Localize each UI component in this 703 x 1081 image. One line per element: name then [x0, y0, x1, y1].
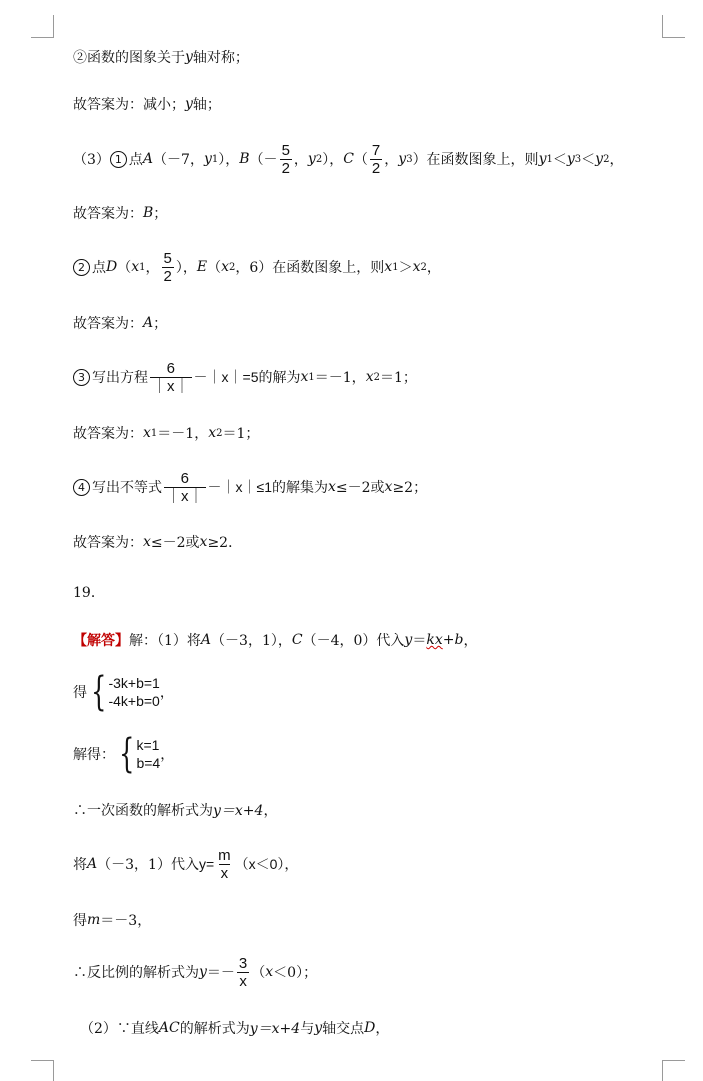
- var-A: A: [143, 315, 154, 331]
- text: ）在函数图象上，则: [412, 152, 539, 168]
- system-row: b=4: [136, 755, 161, 771]
- less-than: ＜: [552, 152, 567, 168]
- var-y: y: [404, 632, 413, 648]
- text: ，: [145, 260, 160, 276]
- text: ＝1；: [379, 370, 417, 386]
- numerator: 3: [238, 954, 248, 972]
- denominator: x: [220, 864, 229, 882]
- text: 故答案为：: [73, 426, 143, 442]
- text: 的解集为: [272, 480, 328, 496]
- formula: y＝x+4: [249, 1021, 301, 1037]
- var-x: x: [143, 534, 151, 550]
- text: 点: [92, 260, 106, 276]
- text: （－3，1）代入: [97, 857, 199, 873]
- text-line-12: [73, 618, 477, 662]
- text: 得: [73, 685, 87, 701]
- text: ，: [160, 747, 175, 763]
- text: 与: [300, 1021, 315, 1037]
- var-A: A: [142, 151, 154, 167]
- fraction: [162, 250, 174, 285]
- text-line-14: [73, 732, 174, 776]
- text: 解得：: [73, 747, 115, 763]
- denominator: x: [239, 972, 247, 990]
- text: ，: [384, 152, 399, 168]
- text: ≥2；: [392, 480, 428, 496]
- brace-icon: {: [91, 669, 107, 715]
- text: ＜0）；: [273, 965, 318, 981]
- text: ，: [375, 1021, 390, 1037]
- text: 写出方程: [92, 370, 148, 386]
- formula: y＝x+4: [213, 803, 264, 819]
- text-line-3: [73, 137, 623, 181]
- text-line-17: [73, 898, 151, 942]
- var-x: x: [412, 259, 421, 275]
- denominator: 2: [371, 159, 381, 177]
- text: 故答案为：: [73, 535, 143, 551]
- subscript: 2: [420, 261, 427, 273]
- text-line-9: [73, 465, 427, 509]
- var-m: m: [87, 912, 101, 928]
- text: 轴交点: [322, 1021, 365, 1037]
- var-x: x: [199, 534, 208, 550]
- subscript: 2: [373, 371, 380, 383]
- crop-mark-bottom-left: [31, 1060, 54, 1081]
- circled-number: 2: [73, 259, 90, 276]
- var-x: x: [221, 259, 229, 275]
- text-line-8: [73, 411, 259, 455]
- text: 将: [73, 857, 87, 873]
- system-row: -3k+b=1: [108, 675, 160, 691]
- numerator: 5: [281, 141, 290, 159]
- var-AC: AC: [158, 1020, 180, 1036]
- text: 故答案为：减小；: [73, 97, 185, 113]
- text: （: [207, 260, 222, 276]
- subscript: 1: [211, 153, 219, 165]
- crop-mark-top-left: [31, 15, 54, 38]
- text: ∴反比例的解析式为: [73, 965, 199, 981]
- text: （－7，: [153, 152, 204, 168]
- greater-than: ＞: [398, 260, 413, 276]
- text-line-5: [73, 245, 441, 289]
- fraction: [237, 955, 249, 990]
- text: 轴对称；: [192, 50, 249, 66]
- equation-text: －｜x｜=5: [193, 369, 259, 385]
- var-y: y: [185, 49, 193, 65]
- circled-number: 1: [110, 151, 127, 168]
- subscript: 2: [216, 427, 223, 439]
- var-x: x: [384, 479, 393, 495]
- text: 19．: [73, 585, 105, 601]
- system-rows: [108, 674, 159, 710]
- text: ），: [218, 152, 240, 168]
- var-y: y: [538, 151, 547, 167]
- text: ≥2．: [207, 535, 243, 551]
- numerator: 6: [180, 469, 189, 487]
- var-D: D: [106, 259, 118, 275]
- denominator: 2: [281, 159, 290, 177]
- subscript: 3: [574, 153, 582, 165]
- var-y: y: [566, 151, 575, 167]
- text: ≤－2或: [150, 535, 200, 551]
- text: ，: [463, 633, 478, 649]
- var-x: x: [265, 964, 274, 980]
- var-y: y: [398, 151, 407, 167]
- text: ②函数的图象关于: [73, 50, 185, 66]
- answer-tag: 【解答】: [73, 633, 129, 649]
- var-C: C: [343, 151, 354, 167]
- var-b: b: [454, 632, 464, 648]
- text-line-19: [80, 1006, 389, 1050]
- fraction: [216, 847, 233, 882]
- subscript: 2: [315, 153, 323, 165]
- text: （－: [249, 152, 278, 168]
- var-x: x: [365, 369, 374, 385]
- text: 得: [73, 913, 87, 929]
- subscript: 2: [229, 261, 236, 273]
- var-x: x: [208, 425, 217, 441]
- denominator: ｜x｜: [152, 377, 190, 395]
- text-line-1: [73, 35, 249, 79]
- text: （: [251, 965, 266, 981]
- text: 点: [128, 152, 143, 168]
- text-line-16: [73, 842, 298, 886]
- text: 的解析式为: [179, 1021, 250, 1037]
- numerator: m: [218, 846, 231, 864]
- text: ≤－2或: [335, 480, 385, 496]
- circled-number: 4: [73, 479, 90, 496]
- text: 轴；: [192, 97, 221, 113]
- equation-system: [117, 731, 161, 777]
- subscript: 1: [546, 153, 553, 165]
- denominator: 2: [163, 267, 172, 285]
- var-y: y: [314, 1020, 323, 1036]
- text: ），: [322, 152, 344, 168]
- text: ，6）在函数图象上，则: [235, 260, 385, 276]
- brace-icon: {: [119, 731, 135, 777]
- var-x: x: [300, 369, 309, 385]
- text: ，: [263, 803, 278, 819]
- var-B: B: [143, 205, 154, 221]
- denominator: ｜x｜: [166, 487, 204, 505]
- question-number: [73, 570, 105, 614]
- text: ，: [609, 152, 624, 168]
- var-x: x: [384, 259, 393, 275]
- equation-system: [89, 669, 160, 715]
- text: 解：（1）将: [129, 633, 201, 649]
- var-x: x: [143, 425, 151, 441]
- numerator: 7: [371, 141, 381, 159]
- text: ），: [175, 260, 197, 276]
- text: 故答案为：: [73, 316, 143, 332]
- formula-text: y=: [198, 856, 215, 872]
- text: ；: [153, 316, 168, 332]
- subscript: 3: [406, 153, 413, 165]
- var-A: A: [200, 632, 212, 648]
- var-y: y: [307, 151, 316, 167]
- var-x: x: [131, 259, 140, 275]
- fraction: [164, 470, 206, 505]
- text: （－4，0）代入: [302, 633, 405, 649]
- fraction: [370, 142, 382, 177]
- subscript: 1: [150, 427, 158, 439]
- system-row: -4k+b=0: [108, 693, 160, 709]
- var-B: B: [239, 151, 250, 167]
- var-y: y: [199, 964, 207, 980]
- var-kx: kx: [426, 632, 443, 648]
- text: （3）: [73, 152, 110, 168]
- text: 写出不等式: [92, 480, 162, 496]
- system-rows: [136, 736, 160, 772]
- text-line-2: [73, 82, 221, 126]
- subscript: 1: [139, 261, 146, 273]
- text: ；: [153, 206, 168, 222]
- subscript: 1: [392, 261, 399, 273]
- text-line-13: [73, 670, 174, 714]
- subscript: 2: [603, 153, 610, 165]
- text-line-15: [73, 788, 277, 832]
- crop-mark-top-right: [662, 15, 685, 38]
- text: ，: [426, 260, 441, 276]
- text: 的解为: [258, 370, 301, 386]
- fraction: [280, 142, 292, 177]
- text: （2）∵直线: [80, 1021, 159, 1037]
- system-row: k=1: [136, 737, 160, 753]
- text-line-18: [73, 950, 317, 994]
- inequality-text: －｜x｜≤1: [207, 479, 272, 495]
- text: ＝－3，: [100, 913, 152, 929]
- var-y: y: [595, 151, 604, 167]
- text-line-4: [73, 191, 167, 235]
- text: ＝1；: [222, 426, 260, 442]
- text: ，: [159, 685, 174, 701]
- text: +: [442, 632, 455, 648]
- text: ，: [293, 152, 308, 168]
- var-C: C: [291, 632, 303, 648]
- circled-number: 3: [73, 369, 90, 386]
- crop-mark-bottom-right: [662, 1060, 685, 1081]
- var-E: E: [196, 259, 208, 275]
- var-D: D: [364, 1020, 376, 1036]
- text-line-6: [73, 301, 167, 345]
- var-y: y: [185, 96, 193, 112]
- var-A: A: [87, 856, 98, 872]
- fraction: [150, 360, 192, 395]
- text: （: [117, 260, 132, 276]
- text-line-7: [73, 355, 417, 399]
- less-than: ＜: [581, 152, 596, 168]
- var-y: y: [203, 151, 212, 167]
- formula-text: （x＜0），: [234, 856, 299, 872]
- var-x: x: [328, 479, 336, 495]
- text: 故答案为：: [73, 206, 143, 222]
- text: ＝: [412, 633, 427, 649]
- text: ＝－1，: [314, 370, 366, 386]
- text: （－3，1），: [211, 633, 292, 649]
- text: ＝－: [206, 965, 235, 981]
- text: ＝－1，: [157, 426, 209, 442]
- subscript: 1: [308, 371, 315, 383]
- text: ∴一次函数的解析式为: [73, 803, 213, 819]
- numerator: 5: [163, 249, 172, 267]
- numerator: 6: [166, 359, 175, 377]
- text-line-10: [73, 520, 242, 564]
- text: （: [353, 152, 368, 168]
